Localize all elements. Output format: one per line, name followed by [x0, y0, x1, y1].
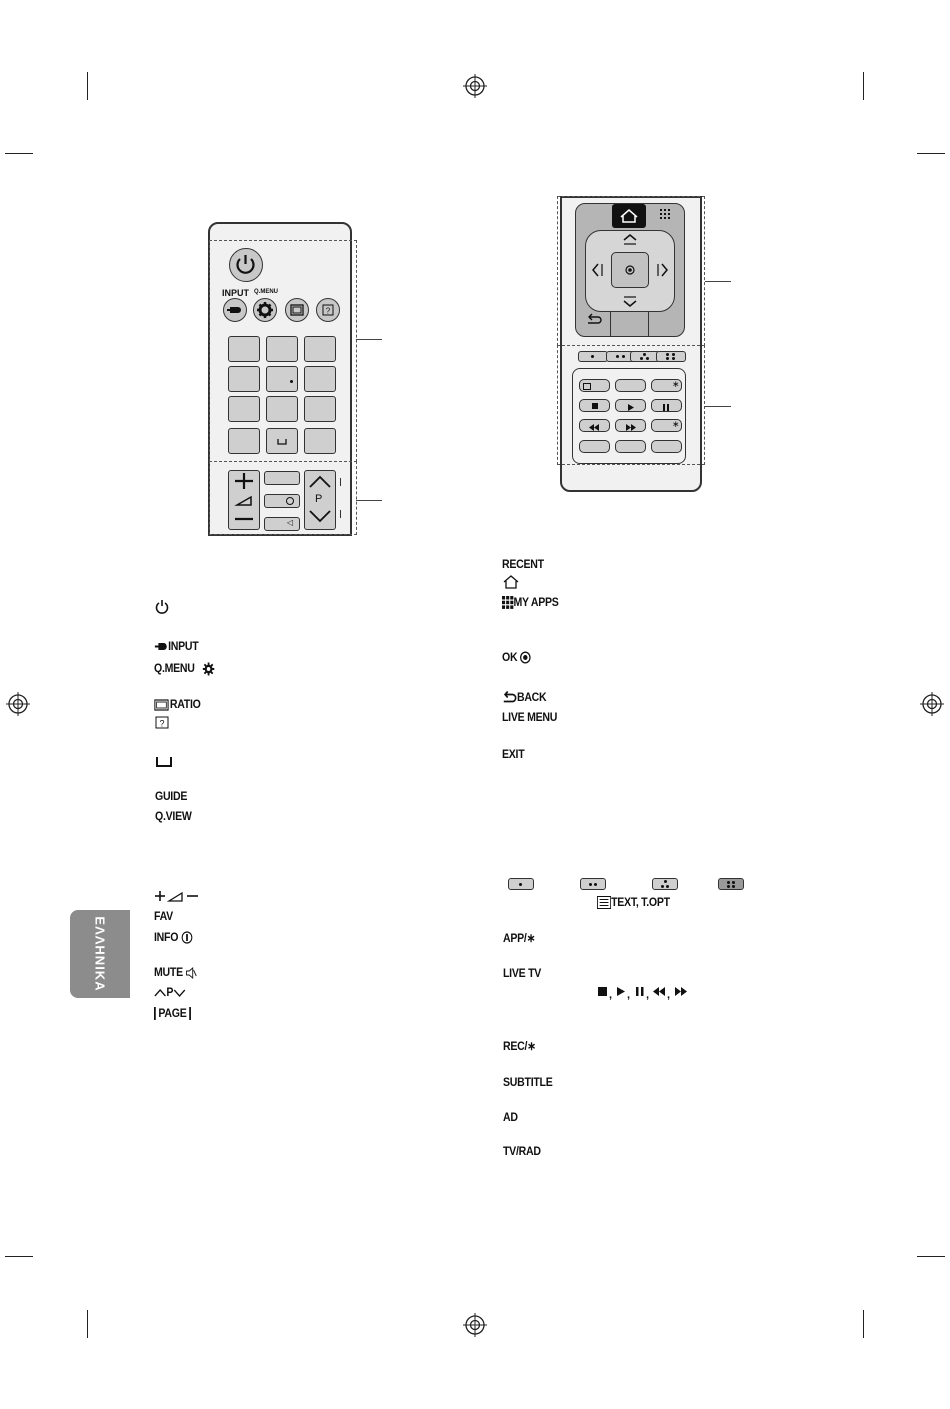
pause-icon: [636, 987, 639, 996]
label-qview: Q.VIEW: [155, 809, 192, 823]
pause-button[interactable]: [651, 399, 682, 412]
right-arrow-icon[interactable]: [656, 261, 670, 279]
number-key[interactable]: [228, 428, 260, 454]
label-recent: RECENT: [502, 557, 544, 571]
ok-icon: [520, 651, 531, 664]
qmenu-button[interactable]: [253, 298, 277, 322]
forward-button[interactable]: [615, 419, 646, 432]
label-ratio-row: [154, 697, 201, 711]
rewind-icon: [653, 987, 665, 996]
registration-mark-icon: [920, 692, 944, 716]
subtitle-button[interactable]: [579, 440, 610, 453]
info-button[interactable]: [264, 494, 300, 508]
label-mute: MUTE: [154, 965, 183, 979]
label-page-row: [154, 1006, 191, 1020]
space-button[interactable]: [266, 428, 298, 454]
left-arrow-icon[interactable]: [590, 261, 604, 279]
number-key[interactable]: [304, 396, 336, 422]
app-star-button[interactable]: ∗: [651, 379, 682, 392]
volume-icon: [229, 471, 259, 529]
label-myapps: MY APPS: [513, 595, 559, 609]
label-subtitle: SUBTITLE: [503, 1075, 553, 1089]
label-mute-row: [154, 965, 197, 979]
svg-text:,: ,: [667, 989, 671, 1000]
registration-mark-icon: [6, 692, 30, 716]
fav-button[interactable]: [264, 471, 300, 485]
label-text-row: [597, 895, 670, 909]
text-button[interactable]: [579, 379, 610, 392]
down-arrow-icon[interactable]: [620, 295, 640, 309]
svg-text:?: ?: [325, 306, 331, 316]
help-button[interactable]: [316, 298, 340, 322]
input-icon: [154, 641, 168, 652]
app-button[interactable]: [615, 379, 646, 392]
space-icon: [267, 429, 297, 453]
power-icon: [230, 249, 261, 280]
ratio-button[interactable]: [285, 298, 309, 322]
apps-grid-icon: [502, 596, 513, 609]
number-key[interactable]: [304, 336, 336, 362]
svg-text:,: ,: [609, 989, 613, 1000]
remote-qmenu-label: Q.MENU: [254, 289, 278, 295]
label-exit: EXIT: [502, 747, 525, 761]
crop-mark: [87, 1310, 88, 1338]
remote-p-label: P: [315, 493, 323, 505]
label-text-topt: TEXT, T.OPT: [611, 895, 670, 909]
play-button[interactable]: [615, 399, 646, 412]
play-icon: [616, 402, 645, 413]
home-icon: [502, 575, 520, 589]
label-input-row: [154, 639, 198, 653]
program-rocker[interactable]: [304, 470, 336, 530]
info-icon: [181, 931, 192, 944]
volume-rocker[interactable]: [228, 470, 260, 530]
red-key[interactable]: [578, 351, 608, 362]
label-p: P: [166, 985, 174, 999]
tvrad-button[interactable]: [651, 440, 682, 453]
label-qmenu: Q.MENU: [154, 661, 195, 675]
label-fav: FAV: [154, 909, 173, 923]
playback-icons: [597, 985, 697, 1000]
mute-icon: [186, 967, 197, 979]
pause-icon: [652, 402, 681, 413]
volume-icon: [154, 889, 200, 903]
yellow-key-icon: [652, 878, 678, 890]
number-key[interactable]: [228, 396, 260, 422]
number-key[interactable]: [228, 336, 260, 362]
label-info: INFO: [154, 930, 179, 944]
text-icon: [597, 896, 611, 909]
space-icon: [155, 756, 173, 768]
back-icon[interactable]: [585, 313, 603, 327]
help-icon: [317, 299, 339, 321]
label-ok-row: [502, 650, 531, 664]
crop-mark: [5, 1256, 33, 1257]
crop-mark: [917, 1256, 945, 1257]
forward-icon: [675, 987, 687, 996]
label-back: BACK: [516, 690, 547, 704]
svg-text:?: ?: [159, 718, 165, 729]
label-info-row: [154, 930, 192, 944]
label-app: APP/∗: [503, 931, 536, 945]
crop-mark: [87, 72, 88, 100]
mute-button[interactable]: ◁: [264, 517, 300, 531]
crop-mark: [5, 153, 33, 154]
input-icon: [224, 299, 246, 321]
label-rec: REC/∗: [503, 1039, 536, 1053]
apps-grid-icon[interactable]: [658, 207, 672, 221]
input-button[interactable]: [223, 298, 247, 322]
forward-icon: [616, 422, 645, 433]
gear-icon: [203, 662, 215, 676]
power-icon: [154, 598, 170, 614]
number-key[interactable]: [304, 366, 336, 392]
label-tv-rad: TV/RAD: [503, 1144, 541, 1158]
power-button[interactable]: [229, 248, 263, 282]
home-button[interactable]: [612, 204, 646, 228]
stop-icon: [598, 987, 607, 996]
rewind-button[interactable]: [579, 419, 610, 432]
svg-text:,: ,: [646, 989, 650, 1000]
up-arrow-icon[interactable]: [620, 232, 640, 246]
crop-mark: [863, 1310, 864, 1338]
red-key-icon: [508, 878, 534, 890]
ok-icon: [612, 253, 648, 287]
number-key[interactable]: [266, 336, 298, 362]
green-key-icon: [580, 878, 606, 890]
rewind-icon: [580, 422, 609, 433]
label-ratio: RATIO: [169, 697, 201, 711]
ok-button[interactable]: [611, 252, 649, 288]
registration-mark-icon: [463, 1313, 487, 1337]
ratio-icon: [286, 299, 308, 321]
help-icon: [155, 716, 169, 729]
stop-icon: [592, 403, 598, 409]
channel-up-icon: [154, 988, 166, 998]
label-qmenu-row: [154, 661, 215, 676]
label-myapps-row: [502, 595, 559, 609]
label-ad: AD: [503, 1110, 518, 1124]
ratio-icon: [154, 699, 170, 711]
ad-button[interactable]: [615, 440, 646, 453]
back-icon: [502, 691, 517, 704]
crop-mark: [863, 72, 864, 100]
home-icon: [612, 204, 646, 228]
label-guide: GUIDE: [155, 789, 188, 803]
svg-text:,: ,: [627, 989, 631, 1000]
stop-button[interactable]: [579, 399, 610, 412]
gear-icon: [254, 299, 276, 321]
blue-key[interactable]: [656, 351, 686, 362]
rec-button[interactable]: ∗: [651, 419, 682, 432]
label-back-row: [502, 690, 546, 704]
play-icon: [617, 987, 625, 996]
label-live-tv: LIVE TV: [503, 966, 542, 980]
number-key[interactable]: [266, 366, 298, 392]
registration-mark-icon: [463, 74, 487, 98]
label-live-menu: LIVE MENU: [502, 710, 558, 724]
remote-input-label: INPUT: [222, 288, 249, 298]
language-tab: [70, 910, 130, 998]
blue-key-icon: [718, 878, 744, 890]
label-input: INPUT: [168, 639, 199, 653]
label-page: PAGE: [158, 1006, 187, 1020]
number-key[interactable]: [228, 366, 260, 392]
language-tab-label: ΕΛΛΗΝΙΚΑ: [92, 916, 108, 992]
number-key[interactable]: [304, 428, 336, 454]
crop-mark: [917, 153, 945, 154]
channel-down-icon: [173, 988, 185, 998]
label-ok: OK: [502, 650, 518, 664]
number-key[interactable]: [266, 396, 298, 422]
label-p-row: [154, 985, 185, 999]
